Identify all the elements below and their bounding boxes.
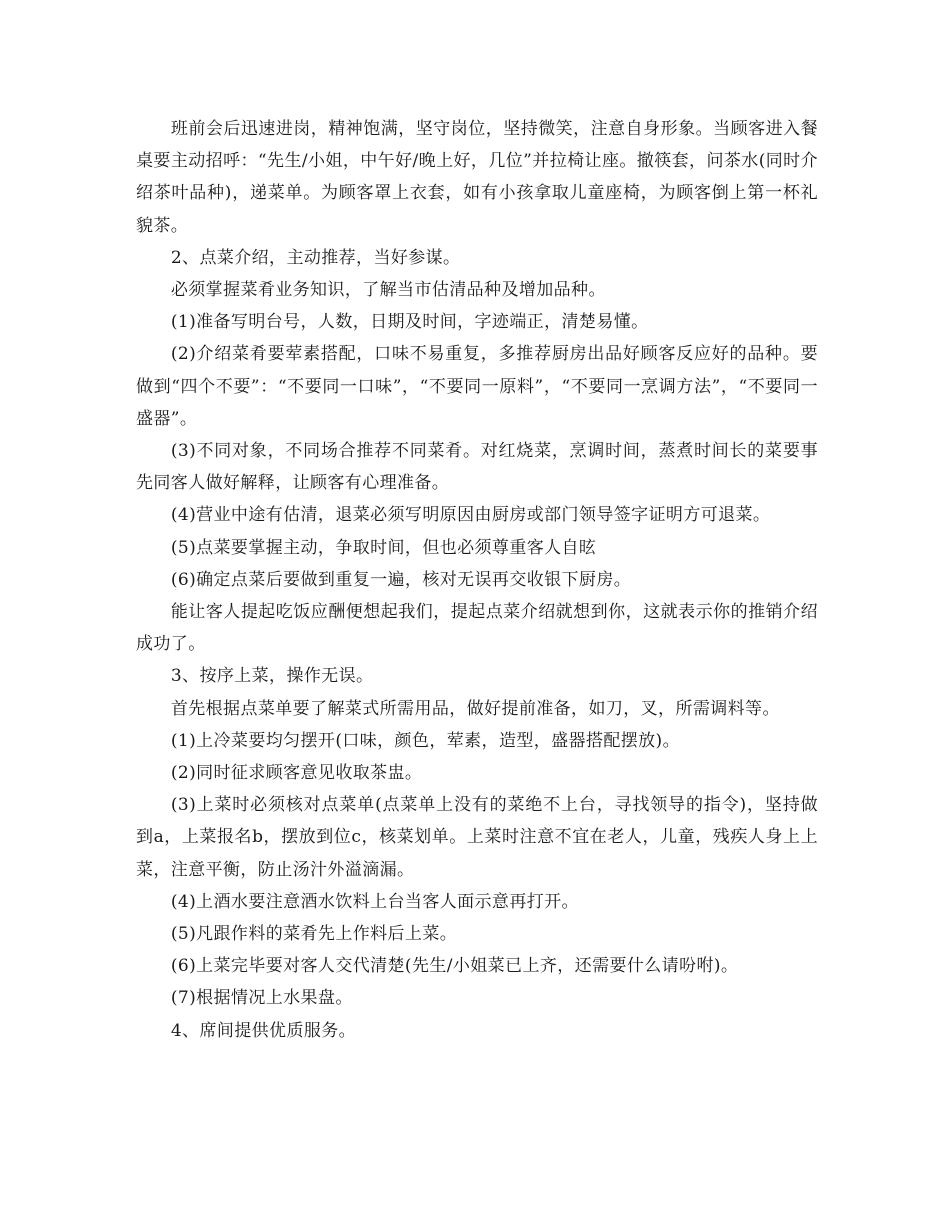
- paragraph-preparation: 首先根据点菜单要了解菜式所需用品，做好提前准备，如刀，叉，所需调料等。: [170, 698, 780, 719]
- list-item-serve-3: (3)上菜时必须核对点菜单(点菜单上没有的菜绝不上台，寻找领导的指令)，坚持做到a，上菜报名b，摆放到位c，核菜划单。上菜时注意不宜在老人，儿童，残疾人身上上菜，注意平衡，防止汤汁外溢滴漏。: [136, 795, 818, 880]
- list-item-order-1: (1)准备写明台号，人数，日期及时间，字迹端正，清楚易懂。: [170, 312, 649, 333]
- list-item-order-2: (2)介绍菜肴要荤素搭配，口味不易重复，多推荐厨房出品好顾客反应好的品种。要做到“四个不要”：“不要同一口味”，“不要同一原料”，“不要同一烹调方法”，“不要同一盛器”。: [136, 344, 818, 429]
- paragraph-menu-knowledge: 必须掌握菜肴业务知识，了解当市估清品种及增加品种。: [170, 280, 606, 301]
- document-body: [136, 113, 818, 1047]
- heading-serving: 3、按序上菜，操作无误。: [170, 666, 374, 687]
- list-item-order-3: (3)不同对象，不同场合推荐不同菜肴。对红烧菜，烹调时间，蒸煮时间长的菜要事先同客人做好解释，让顾客有心理准备。: [136, 441, 818, 494]
- list-item-order-6: (6)确定点菜后要做到重复一遍，核对无误再交收银下厨房。: [170, 569, 632, 590]
- list-item-serve-4: (4)上酒水要注意酒水饮料上台当客人面示意再打开。: [170, 891, 579, 912]
- list-item-serve-1: (1)上冷菜要均匀摆开(口味，颜色，荤素，造型，盛器搭配摆放)。: [170, 730, 680, 751]
- paragraph-greeting: 班前会后迅速进岗，精神饱满，坚守岗位，坚持微笑，注意自身形象。当顾客进入餐桌要主动招呼：“先生/小姐，中午好/晚上好，几位”并拉椅让座。撤筷套，问茶水(同时介绍茶叶品种)，递菜单。为顾客罩上衣套，如有小孩拿取儿童座椅，为顾客倒上第一杯礼貌茶。: [136, 119, 818, 236]
- list-item-serve-2: (2)同时征求顾客意见收取茶盅。: [170, 763, 423, 784]
- list-item-serve-5: (5)凡跟作料的菜肴先上作料后上菜。: [170, 924, 458, 945]
- paragraph-sales-success: 能让客人提起吃饭应酬便想起我们，提起点菜介绍就想到你，这就表示你的推销介绍成功了。: [136, 602, 818, 655]
- heading-ordering: 2、点菜介绍，主动推荐，当好参谋。: [170, 247, 461, 268]
- list-item-order-5: (5)点菜要掌握主动，争取时间，但也必须尊重客人自昡: [170, 537, 597, 558]
- list-item-order-4: (4)营业中途有估清，退菜必须写明原因由厨房或部门领导签字证明方可退菜。: [170, 505, 771, 526]
- list-item-serve-7: (7)根据情况上水果盘。: [170, 988, 353, 1009]
- heading-table-service: 4、席间提供优质服务。: [170, 1020, 357, 1041]
- list-item-serve-6: (6)上菜完毕要对客人交代清楚(先生/小姐菜已上齐，还需要什么请吩咐)。: [170, 956, 739, 977]
